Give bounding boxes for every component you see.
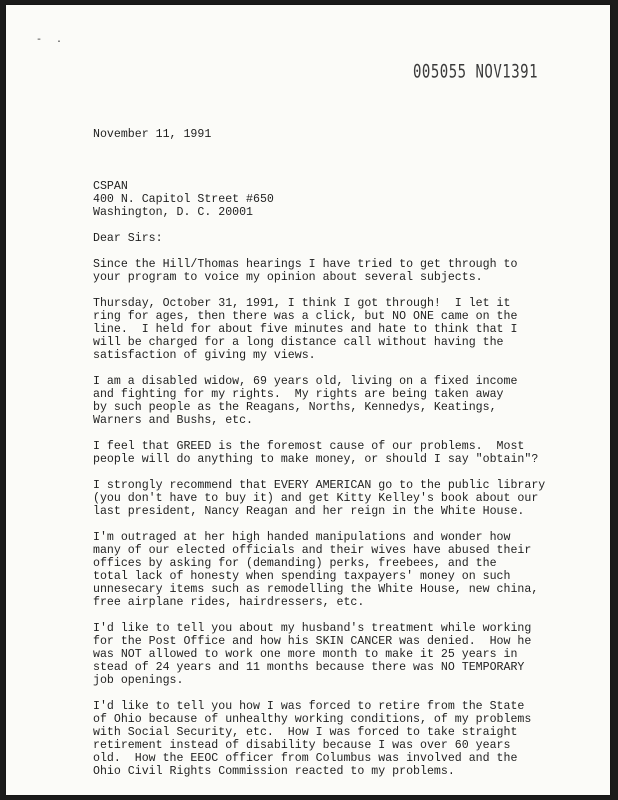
address-line: CSPAN xyxy=(93,180,128,193)
date-received-stamp: 005055 NOV1391 xyxy=(413,62,539,83)
recipient-address xyxy=(93,180,563,219)
paragraph: I strongly recommend that EVERY AMERICAN go to the public library (you don't have to buy it) and get Kitty Kelley's book about our last president, Nancy Reagan and her reign in the White House. xyxy=(93,479,546,518)
paragraph: I feel that GREED is the foremost cause of our problems. Most people will do anything to make money, or should I say "obtain"? xyxy=(93,440,539,466)
corner-marks: - . xyxy=(36,35,67,46)
salutation: Dear Sirs: xyxy=(93,232,163,245)
letter-page xyxy=(6,5,610,795)
address-line: Washington, D. C. 20001 xyxy=(93,206,254,219)
address-line: 400 N. Capitol Street #650 xyxy=(93,193,274,206)
paragraph: Thursday, October 31, 1991, I think I got through! I let it ring for ages, then there was a click, but NO ONE came on the line. I held for about five minutes and hate to think that I will be charged for a long distance call without having the satisfaction of giving my views. xyxy=(93,297,518,362)
letter-body xyxy=(93,128,563,791)
letter-date: November 11, 1991 xyxy=(93,128,212,141)
paragraph: Since the Hill/Thomas hearings I have tried to get through to your program to voice my opinion about several subjects. xyxy=(93,258,518,284)
paragraph: I'd like to tell you about my husband's treatment while working for the Post Office and how his SKIN CANCER was denied. How he was NOT allowed to work one more month to make it 25 years in stead of 24 years and 11 months because there was NO TEMPORARY job openings. xyxy=(93,622,532,687)
paragraph: I'd like to tell you how I was forced to retire from the State of Ohio because of unhealthy working conditions, of my problems with Social Security, etc. How I was forced to take straight retirement instead of disability because I was over 60 years old. How the EEOC officer from Columbus was involved and the Ohio Civil Rights Commission reacted to my problems. xyxy=(93,700,532,778)
paragraph: I'm outraged at her high handed manipulations and wonder how many of our elected officials and their wives have abused their offices by asking for (demanding) perks, freebees, and the total lack of honesty when spending taxpayers' money on such unnesecary items such as remodelling the White House, new china, free airplane rides, hairdressers, etc. xyxy=(93,531,539,609)
paragraph: I am a disabled widow, 69 years old, living on a fixed income and fighting for my rights. My rights are being taken away by such people as the Reagans, Norths, Kennedys, Keatings, Warners and Bushs, etc. xyxy=(93,375,518,427)
